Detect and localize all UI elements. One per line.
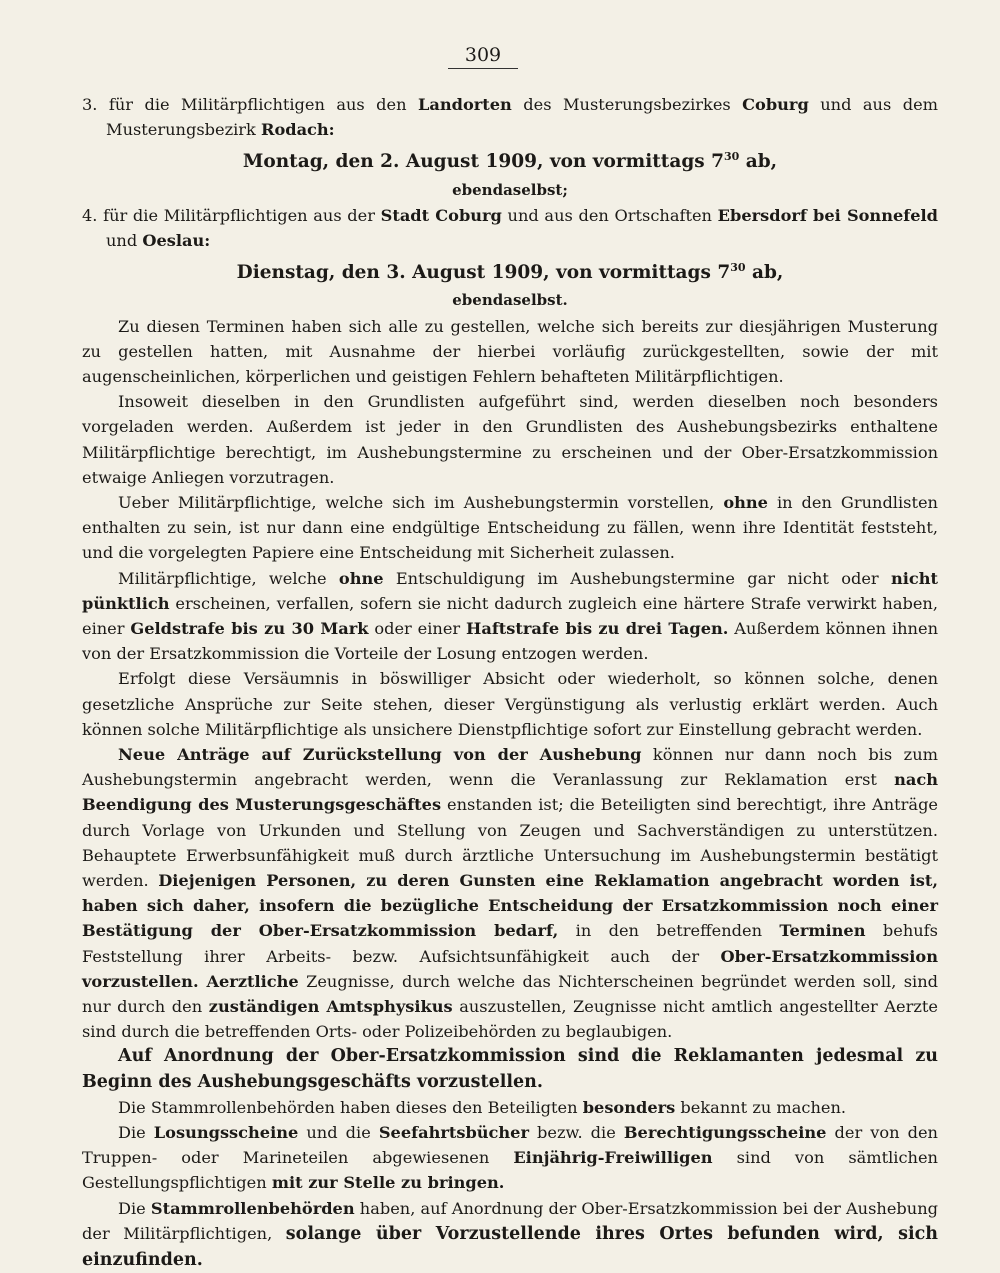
text-run: und <box>106 230 143 250</box>
list-item-4 <box>82 203 938 253</box>
paragraph-10 <box>82 1196 938 1273</box>
bold-run: besonders <box>582 1097 676 1117</box>
text-run: Die <box>118 1123 154 1143</box>
text-run: in den Grundlisten enthalten zu sein, ist nur dann eine endgültige Entscheidung zu fällen, wenn ihre Identität feststeht, und die vorgelegten Papiere eine Entscheidung mit Sicherheit zulassen. <box>82 492 938 563</box>
text-run: Entschuldigung im Aushebungstermine gar nicht oder <box>383 568 891 588</box>
bold-run: Diejenigen Personen, zu deren Gunsten eine Reklamation angebracht worden ist, haben sich daher, insofern die bezügliche Entscheidung der Ersatzkommission noch einer Bestätigung der Ober-Ersatzkommission bedarf, <box>82 871 938 941</box>
time-superscript: 30 <box>730 261 746 275</box>
text-run: in den betreffenden <box>558 921 780 941</box>
text-run: bekannt zu machen. <box>675 1097 847 1117</box>
text-run: der von den Truppen- oder Marineteilen abgewiesenen <box>82 1123 938 1168</box>
bold-run: Ober-Ersatzkommission vorzustellen. Aerztliche <box>82 946 938 991</box>
bold-run: Terminen <box>779 921 866 941</box>
bold-run: Stadt Coburg <box>380 205 502 225</box>
text-run: Die <box>118 1198 151 1218</box>
paragraph-7: Auf Anordnung der Ober-Ersatzkommission sind die Reklamanten jedesmal zu Beginn des Aushebungsgeschäfts vorzustellen. <box>82 1046 938 1092</box>
text-run: Außerdem können ihnen von der Ersatzkommission die Vorteile der Losung entzogen werden. <box>82 618 938 664</box>
text-run: haben, auf Anordnung der Ober-Ersatzkommission bei der Aushebung der Militärpflichtigen, <box>82 1198 938 1243</box>
page-number: 309 <box>464 44 502 66</box>
bold-run: Oeslau: <box>142 230 211 250</box>
text-run: behufs Feststellung ihrer Arbeits- bezw. Aufsichtsunfähigkeit auch der <box>82 921 938 966</box>
bold-run: Coburg <box>742 95 809 114</box>
text-run: enstanden ist; die Beteiligten sind berechtigt, ihre Anträge durch Vorlage von Urkunden und Stellung von Zeugen und Sachverständigen zu unterstützen. Behauptete Erwerbsunfähigkeit muß durch ärztliche Untersuchung im Aushebungstermin bestätigt werden. <box>82 795 939 890</box>
paragraph-4 <box>82 566 938 667</box>
body-text <box>82 92 938 1273</box>
text-run: Zeugnisse, durch welche das Nichterscheinen begründet werden soll, sind nur durch den <box>82 971 938 1017</box>
text-run: Ueber Militärpflichtige, welche sich im Aushebungstermin vorstellen, <box>118 492 724 512</box>
text-run: erscheinen, verfallen, sofern sie nicht dadurch zugleich eine härtere Strafe verwirkt haben, einer <box>82 593 938 638</box>
bold-run: nach Beendigung des Musterungsgeschäftes <box>82 770 938 815</box>
text-run: des Musterungsbezirkes <box>511 95 743 114</box>
time-superscript: 30 <box>723 150 740 164</box>
date-text: Dienstag, den 3. August 1909, von vormittags 7 <box>236 262 731 284</box>
bold-run: Seefahrtsbücher <box>378 1123 529 1143</box>
text-run: sind von sämtlichen Gestellungspflichtigen <box>82 1148 938 1193</box>
date-end-text: ab, <box>739 151 778 173</box>
bold-run: Ebersdorf bei Sonnefeld <box>717 205 938 225</box>
paragraph-6 <box>82 742 938 1044</box>
bold-run: Losungsscheine <box>153 1123 299 1143</box>
bold-run: mit zur Stelle zu bringen. <box>271 1173 505 1193</box>
page-number-rule <box>448 68 518 69</box>
text-run: und aus den Ortschaften <box>501 205 718 225</box>
bold-run: Neue Anträge auf Zurückstellung von der Aushebung <box>118 744 642 764</box>
date-line-item-3 <box>82 142 938 177</box>
text-run: oder einer <box>368 618 467 638</box>
date-end-text: ab, <box>745 262 784 284</box>
paragraph-2: Insoweit dieselben in den Grundlisten aufgeführt sind, werden dieselben noch besonders vorgeladen werden. Außerdem ist jeder in den Grundlisten des Aushebungsbezirks enthaltene Militärpflichtige berechtigt, im Aushebungstermine zu erscheinen und der Ober-Ersatzkommission etwaige Anliegen vorzutragen. <box>82 392 938 487</box>
bold-run: Landorten <box>418 95 512 114</box>
paragraph-8 <box>82 1095 938 1120</box>
text-run: Die Stammrollenbehörden haben dieses den Beteiligten <box>118 1097 583 1117</box>
date-text: Montag, den 2. August 1909, von vormittags 7 <box>242 151 724 173</box>
bold-run: Haftstrafe bis zu drei Tagen. <box>466 618 729 638</box>
paragraph-9 <box>82 1120 938 1196</box>
list-item-3 <box>82 92 938 142</box>
date-line-item-4 <box>82 253 938 288</box>
text-run: bezw. die <box>529 1123 624 1143</box>
bold-run: Rodach: <box>261 120 335 140</box>
text-run: können nur dann noch bis zum Aushebungstermin angebracht werden, wenn die Veranlassung zur Reklamation erst <box>82 744 938 790</box>
bold-run: solange über Vorzustellende ihres Ortes befunden wird, sich einzufinden. <box>82 1223 938 1271</box>
text-run: und aus dem Musterungsbezirk <box>106 95 938 140</box>
bold-run: Berechtigungsscheine <box>623 1123 827 1143</box>
bold-run: zuständigen Amtsphysikus <box>208 997 453 1017</box>
bold-run: Einjährig-Freiwilligen <box>513 1148 713 1168</box>
place-line-item-4: ebendaselbst. <box>452 291 568 310</box>
bold-run: Stammrollenbehörden <box>150 1198 355 1218</box>
place-line-item-3: ebendaselbst; <box>452 180 568 199</box>
bold-run: Geldstrafe bis zu 30 Mark <box>130 618 369 638</box>
bold-run: ohne <box>338 568 384 588</box>
paragraph-5: Erfolgt diese Versäumnis in böswilliger Absicht oder wiederholt, so können solche, denen gesetzliche Ansprüche zur Seite stehen, dieser Vergünstigung als verlustig erklärt werden. Auch können solche Militärpflichtige als unsichere Dienstpflichtige sofort zur Einstellung gebracht werden. <box>82 669 938 739</box>
text-run: Militärpflichtige, welche <box>118 568 339 588</box>
paragraph-3 <box>82 490 938 566</box>
text-run: 4. für die Militärpflichtigen aus der <box>82 205 381 225</box>
paragraph-1: Zu diesen Terminen haben sich alle zu gestellen, welche sich bereits zur diesjährigen Musterung zu gestellen hatten, mit Ausnahme der hierbei vorläufig zurückgestellten, sowie der mit augenscheinlichen, körperlichen und geistigen Fehlern behafteten Militärpflichtigen. <box>82 316 938 386</box>
text-run: und die <box>298 1123 379 1143</box>
text-run: auszustellen, Zeugnisse nicht amtlich angestellter Aerzte sind durch die betreffenden Orts- oder Polizeibehörden zu beglaubigen. <box>82 997 938 1042</box>
text-run: 3. für die Militärpflichtigen aus den <box>82 95 418 114</box>
bold-run: nicht pünktlich <box>82 568 938 613</box>
bold-run: ohne <box>723 492 768 512</box>
